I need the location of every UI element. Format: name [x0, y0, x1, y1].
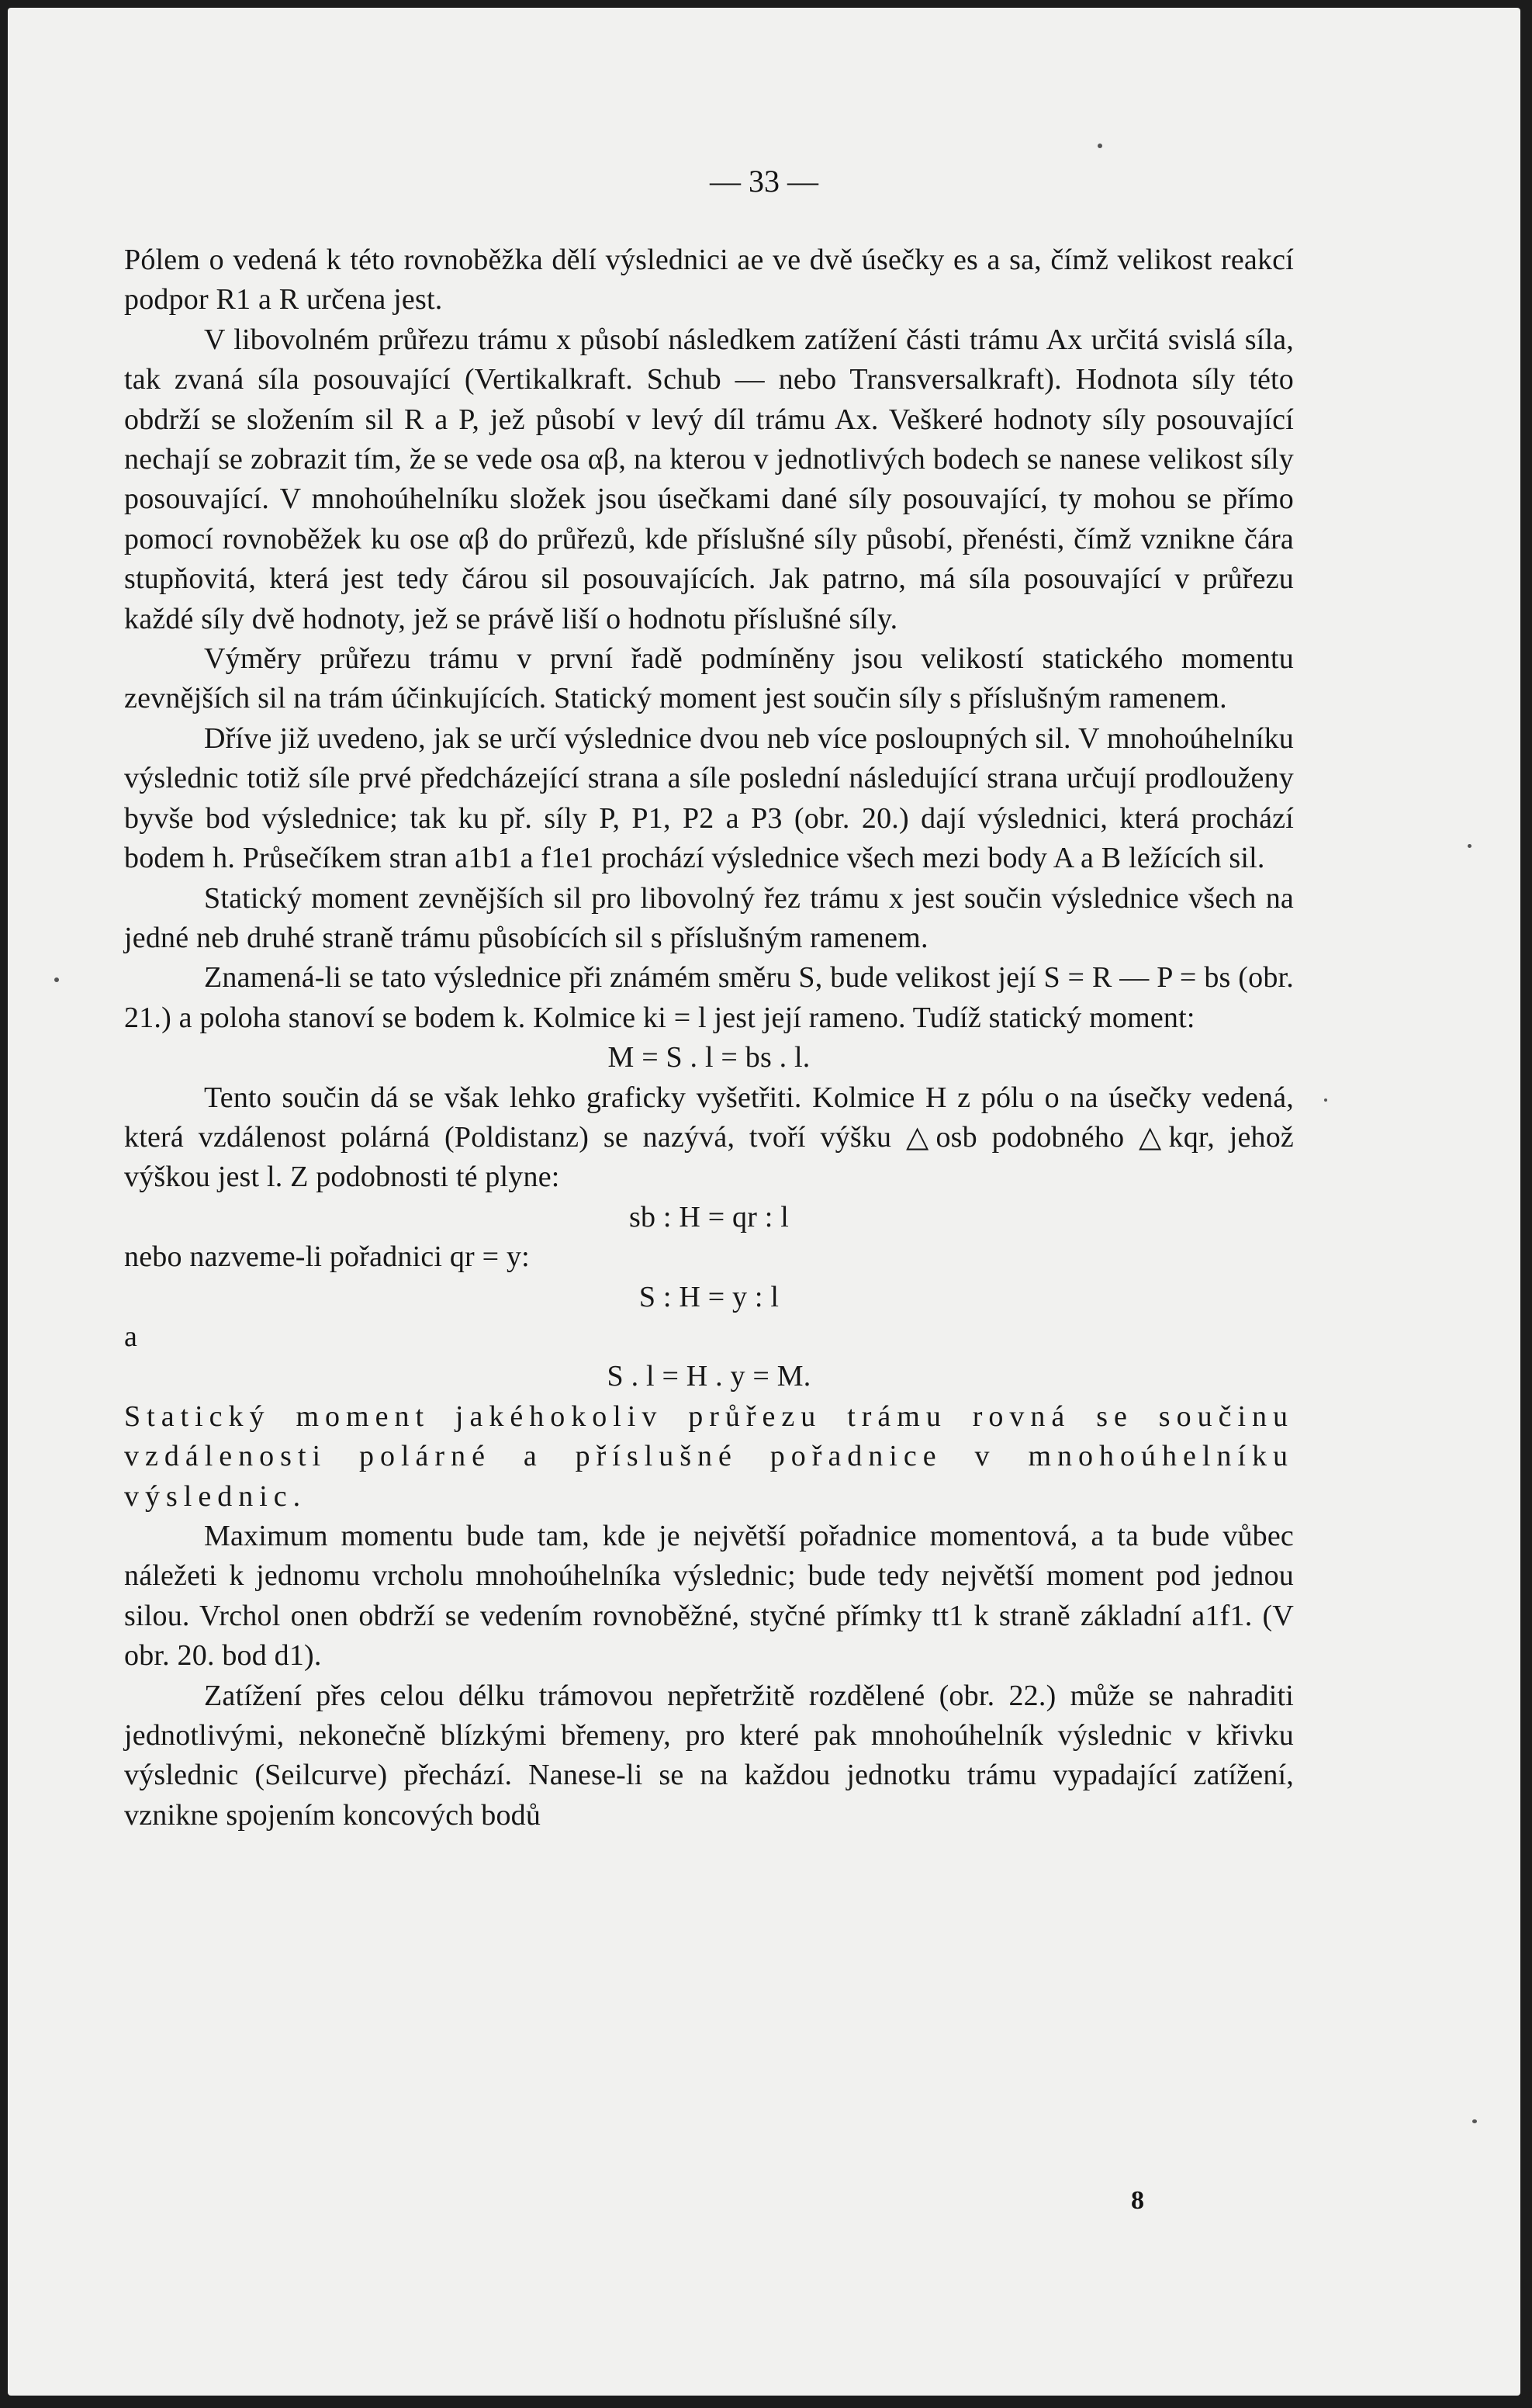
paragraph: Znamená-li se tato výslednice při známém směru S, bude velikost její S = R — P = bs (obr. 21.) a poloha stanoví se bodem k. Kolmice ki = l jest její rameno. Tudíž statický moment: — [124, 961, 1294, 1034]
paragraph: Dříve již uvedeno, jak se určí výslednice dvou neb více posloupných sil. V mnohoúhelníku výslednic totiž síle prvé předcházející strana a síle poslední následující strana určují prodlouženy byvše bod výslednice; tak ku př. síly P, P1, P2 a P3 (obr. 20.) dají výslednici, která prochází bodem h. Průsečíkem stran a1b1 a f1e1 prochází výslednice všech mezi body A a B ležících sil. — [124, 721, 1294, 875]
page-number: — 33 — — [710, 164, 818, 199]
paragraph: Statický moment zevnějších sil pro libovolný řez trámu x jest součin výslednice všech na jedné neb druhé straně trámu působících sil s příslušným ramenem. — [124, 881, 1294, 954]
scan-speck — [54, 977, 59, 982]
equation: S . l = H . y = M. — [607, 1360, 811, 1393]
paragraph: Tento součin dá se však lehko graficky vyšetřiti. Kolmice H z pólu o na úsečky vedená, která vzdálenost polárná (Poldistanz) se nazývá, tvoří výšku △osb podobného △kqr, jehož výškou jest l. Z podobnosti té plyne: — [124, 1081, 1294, 1194]
scan-speck — [1098, 144, 1102, 148]
paragraph: Maximum momentu bude tam, kde je největší pořadnice momentová, a ta bude vůbec náležeti k jednomu vrcholu mnohoúhelníka výslednic; bude tedy největší moment pod jednou silou. Vrchol onen obdrží se vedením rovnoběžné, styčné přímky tt1 k straně základní a1f1. (V obr. 20. bod d1). — [124, 1520, 1294, 1673]
equation: M = S . l = bs . l. — [607, 1041, 811, 1074]
book-page — [8, 8, 1520, 2396]
scan-speck — [1472, 2119, 1477, 2123]
equation: sb : H = qr : l — [629, 1200, 789, 1233]
paragraph: nebo nazveme-li pořadnici qr = y: — [124, 1240, 530, 1274]
paragraph-emphasized: Statický moment jakéhokoliv průřezu trámu rovná se součinu vzdálenosti polárné a příslušné pořadnice v mnohoúhelníku výslednic. — [124, 1399, 1294, 1513]
paragraph: V libovolném průřezu trámu x působí následkem zatížení části trámu Ax určitá svislá síla, tak zvaná síla posouvající (Vertikalkraft. Schub — nebo Transversalkraft). Hodnota síly této obdrží se složením sil R a P, jež působí v levý díl trámu Ax. Veškeré hodnoty síly posouvající nechají se zobrazit tím, že se vede osa αβ, na kterou v jednotlivých bodech se nanese velikost síly posouvající. V mnohoúhelníku složek jsou úsečkami dané síly posouvající, ty mohou se přímo pomocí rovnoběžek ku ose αβ do průřezů, kde příslušné síly působí, přenésti, čímž vznikne čára stupňovitá, která jest tedy čárou sil posouvajících. Jak patrno, má síla posouvající v průřezu každé síly dvě hodnoty, jež se právě liší o hodnotu příslušné síly. — [124, 323, 1294, 635]
scan-speck — [1324, 1098, 1327, 1102]
paragraph: a — [124, 1320, 138, 1353]
equation: S : H = y : l — [638, 1280, 780, 1313]
paragraph: Výměry průřezu trámu v první řadě podmíněny jsou velikostí statického momentu zevnějších sil na trám účinkujících. Statický moment jest součin síly s příslušným ramenem. — [124, 642, 1294, 715]
scan-speck — [1468, 844, 1471, 848]
body-text — [124, 240, 1294, 1835]
paragraph: Pólem o vedená k této rovnoběžka dělí výslednici ae ve dvě úsečky es a sa, čímž velikost reakcí podpor R1 a R určena jest. — [124, 244, 1294, 317]
signature-mark: 8 — [1131, 2186, 1144, 2215]
paragraph: Zatížení přes celou délku trámovou nepřetržitě rozdělené (obr. 22.) může se nahraditi jednotlivými, nekonečně blízkými břemeny, pro které pak mnohoúhelník výslednic v křivku výslednic (Seilcurve) přechází. Nanese-li se na každou jednotku trámu vypadající zatížení, vznikne spojením koncových bodů — [124, 1679, 1294, 1832]
